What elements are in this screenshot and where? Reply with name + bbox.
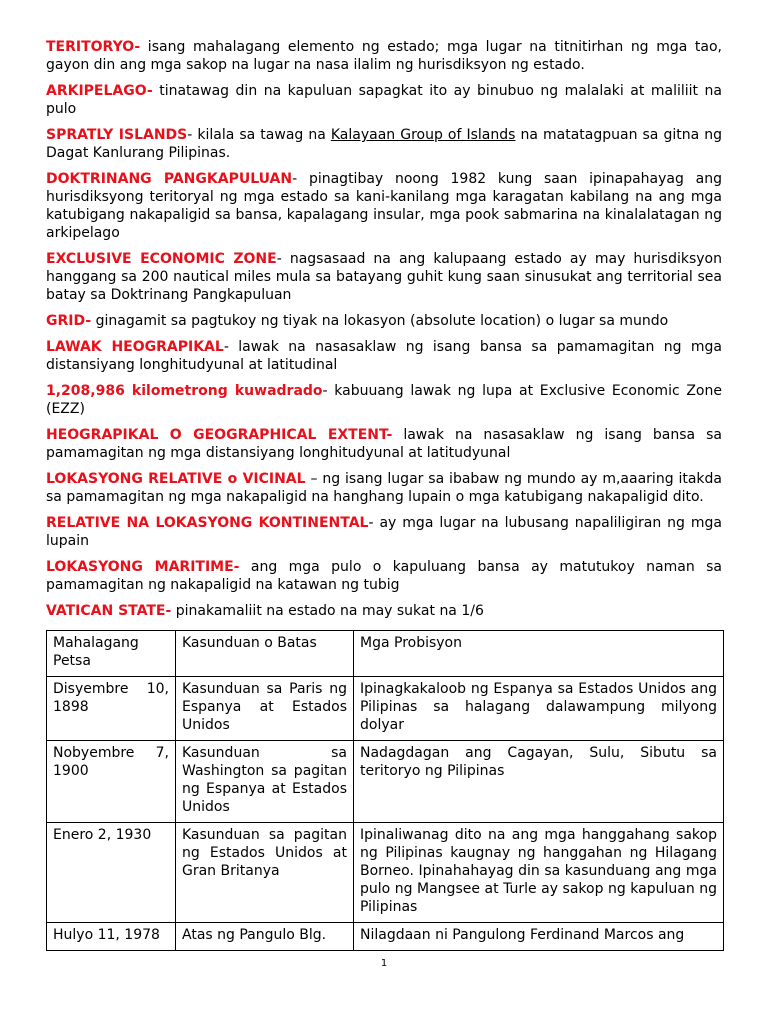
entry-definition: - kilala sa tawag na — [187, 127, 331, 143]
entry-definition: na matatagpuan sa gitna ng Dagat Kanlurang Pilipinas. — [46, 127, 722, 161]
table-cell: Enero 2, 1930 — [47, 823, 176, 923]
glossary-entry — [46, 250, 722, 304]
entry-term: LOKASYONG RELATIVE o VICINAL — [46, 471, 306, 487]
page-number: 1 — [380, 958, 388, 969]
glossary-entry — [46, 82, 722, 118]
entry-definition: tinatawag din na kapuluan sapagkat ito ay binubuo ng malalaki at maliliit na pulo — [46, 83, 722, 117]
entry-underlined-name: Kalayaan Group of Islands — [330, 127, 516, 143]
table-row — [47, 741, 724, 823]
table-header-row — [47, 631, 724, 677]
entry-term: LAWAK HEOGRAPIKAL — [46, 339, 224, 355]
entry-definition: pinakamaliit na estado na may sukat na 1/6 — [171, 603, 484, 619]
entry-term: 1,208,986 kilometrong kuwadrado — [46, 383, 323, 399]
table-cell: Nobyembre 7, 1900 — [47, 741, 176, 823]
entry-definition: lawak na nasasaklaw ng isang bansa sa pamamagitan ng mga distansiyang longhitudyunal at latitudyunal — [46, 427, 723, 461]
table-cell: Nilagdaan ni Pangulong Ferdinand Marcos ang — [354, 923, 724, 951]
entry-term: HEOGRAPIKAL O GEOGRAPHICAL EXTENT- — [46, 427, 393, 443]
entry-term: RELATIVE NA LOKASYONG KONTINENTAL — [46, 515, 369, 531]
table-cell: Kasunduan sa pagitan ng Estados Unidos at Gran Britanya — [176, 823, 354, 923]
treaties-table — [46, 630, 724, 951]
header-date: Mahalagang Petsa — [47, 631, 176, 677]
entry-term: VATICAN STATE- — [46, 603, 172, 619]
glossary-entry — [46, 170, 722, 242]
header-treaty: Kasunduan o Batas — [176, 631, 354, 677]
glossary-entries — [46, 38, 722, 620]
glossary-entry — [46, 312, 722, 330]
glossary-entry — [46, 426, 722, 462]
table-cell: Nadagdagan ang Cagayan, Sulu, Sibutu sa teritoryo ng Pilipinas — [354, 741, 724, 823]
entry-definition: - lawak na nasasaklaw ng isang bansa sa pamamagitan ng mga distansiyang longhitudyunal at latitudinal — [46, 339, 722, 373]
entry-term: DOKTRINANG PANGKAPULUAN — [46, 171, 293, 187]
document-page — [46, 38, 722, 951]
glossary-entry — [46, 514, 722, 550]
entry-term: LOKASYONG MARITIME- — [46, 559, 240, 575]
entry-term: ARKIPELAGO- — [46, 83, 153, 99]
entry-term: EXCLUSIVE ECONOMIC ZONE — [46, 251, 277, 267]
entry-definition: isang mahalagang elemento ng estado; mga lugar na titnitirhan ng mga tao, gayon din ang mga sakop na lugar na nasa ilalim ng hurisdiksyon ng estado. — [46, 39, 722, 73]
entry-definition: - pinagtibay noong 1982 kung saan ipinapahayag ang hurisdiksyong teritoryal ng mga estado sa kani-kanilang mga karagatan kabilang na ang mga katubigang nakapaligid sa bansa, kapalagang insular, mga pook sabmarina na kinalalatagan ng arkipelago — [46, 171, 722, 241]
entry-term: SPRATLY ISLANDS — [46, 127, 188, 143]
entry-term: GRID- — [46, 313, 92, 329]
entry-definition: ang mga pulo o kapuluang bansa ay matutukoy naman sa pamamagitan ng nakapaligid na katawan ng tubig — [46, 559, 722, 593]
table-cell: Ipinagkakaloob ng Espanya sa Estados Unidos ang Pilipinas sa halagang dalawampung milyong dolyar — [354, 677, 724, 741]
glossary-entry — [46, 338, 722, 374]
entry-definition: ginagamit sa pagtukoy ng tiyak na lokasyon (absolute location) o lugar sa mundo — [91, 313, 669, 329]
table-row — [47, 823, 724, 923]
entry-term: TERITORYO- — [46, 39, 141, 55]
table-row — [47, 677, 724, 741]
glossary-entry — [46, 470, 722, 506]
glossary-entry — [46, 126, 722, 162]
entry-definition: – ng isang lugar sa ibabaw ng mundo ay m,aaaring itakda sa pamamagitan ng mga nakapaligid na hanghang lupain o mga katubigang nakapaligid dito. — [46, 471, 723, 505]
glossary-entry — [46, 382, 722, 418]
glossary-entry — [46, 38, 722, 74]
glossary-entry — [46, 602, 722, 620]
header-provisions: Mga Probisyon — [354, 631, 724, 677]
table-cell: Hulyo 11, 1978 — [47, 923, 176, 951]
entry-definition: - kabuuang lawak ng lupa at Exclusive Economic Zone (EZZ) — [46, 383, 722, 417]
glossary-entry — [46, 558, 722, 594]
table-cell: Atas ng Pangulo Blg. — [176, 923, 354, 951]
table-cell: Disyembre 10, 1898 — [47, 677, 176, 741]
entry-definition: - ay mga lugar na lubusang napaliligiran ng mga lupain — [46, 515, 722, 549]
table-cell: Kasunduan sa Paris ng Espanya at Estados Unidos — [176, 677, 354, 741]
entry-definition: - nagsasaad na ang kalupaang estado ay may hurisdiksyon hanggang sa 200 nautical miles mula sa batayang guhit kung saan sinusukat ang territorial sea batay sa Doktrinang Pangkapuluan — [46, 251, 722, 303]
table-cell: Kasunduan sa Washington sa pagitan ng Espanya at Estados Unidos — [176, 741, 354, 823]
table-cell: Ipinaliwanag dito na ang mga hanggahang sakop ng Pilipinas kaugnay ng hanggahan ng Hilagang Borneo. Ipinahahayag din sa kasunduang ang mga pulo ng Mangsee at Turle ay sakop ng kapuluan ng Pilipinas — [354, 823, 724, 923]
table-row — [47, 923, 724, 951]
